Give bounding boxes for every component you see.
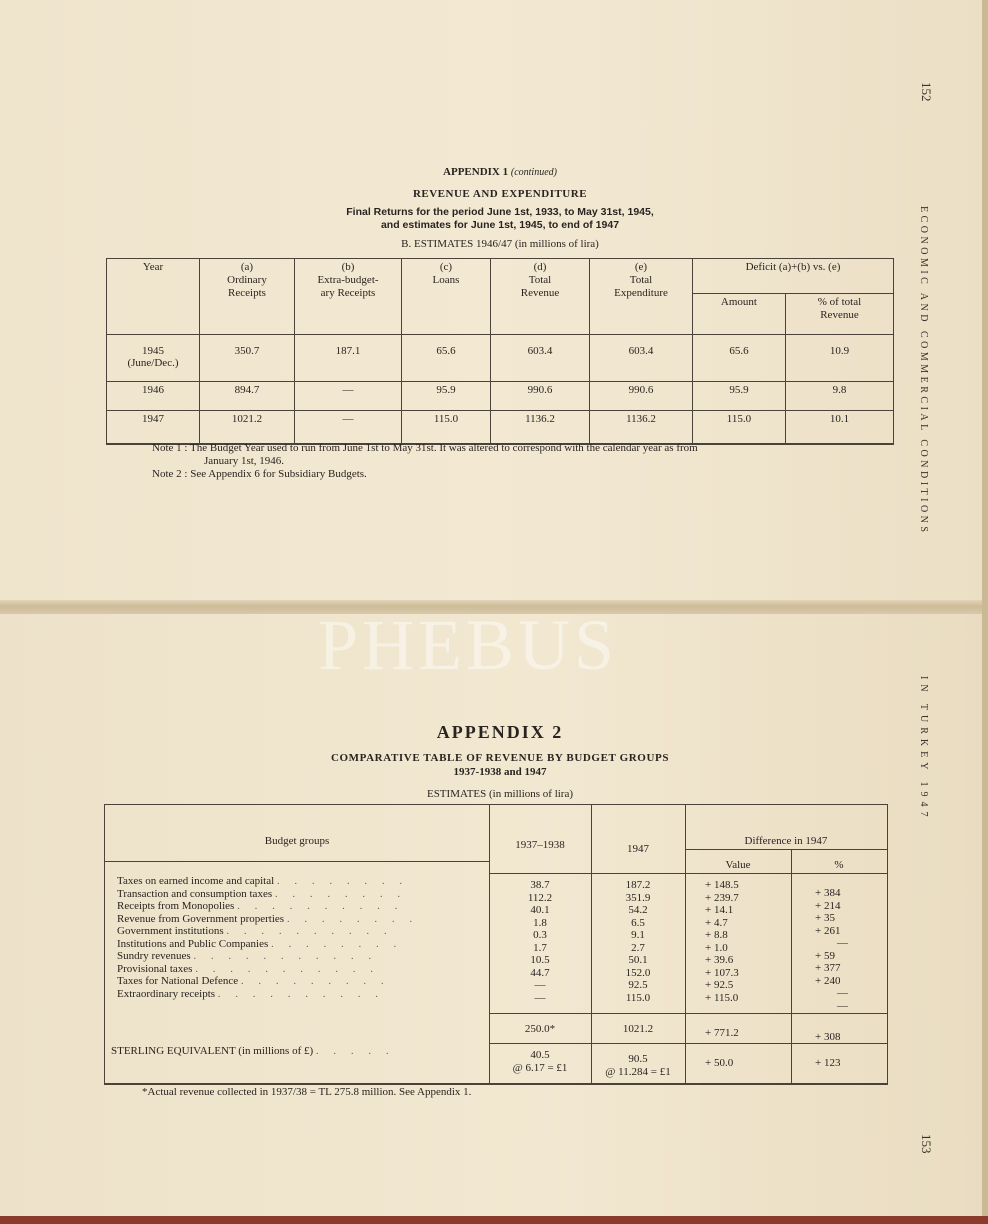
list-item: Extraordinary receipts . . . . . . . . . . — [117, 987, 385, 1000]
cell-b: — — [295, 411, 402, 445]
page-edge — [982, 0, 988, 1224]
page-number-152: 152 — [919, 82, 934, 102]
appendix-1-title: APPENDIX 1 (continued) — [443, 166, 557, 178]
list-item: Government institutions . . . . . . . . . . — [117, 925, 393, 937]
list-item: Provisional taxes . . . . . . . . . . . — [117, 962, 379, 975]
row-divider — [105, 861, 489, 862]
year-cell: 1947 — [107, 411, 200, 445]
estimates-table — [106, 258, 894, 445]
running-header-bottom: IN TURKEY 1947 — [918, 676, 929, 822]
cell-e: 1136.2 — [590, 411, 693, 445]
header-b: (b) Extra-budget- ary Receipts — [295, 259, 402, 335]
cell-a: 350.7 — [200, 335, 295, 382]
header-pct: % of total Revenue — [785, 294, 893, 335]
cell-a: 894.7 — [200, 382, 295, 411]
col-pct: + 384 + 214 + 35 + 261 — + 59 + 377 + 240 — — — [815, 887, 848, 1012]
note-1: Note 1 : The Budget Year used to run from June 1st to May 31st. It was altered to correspond with the calendar year as from — [152, 442, 698, 454]
cell-c: 115.0 — [402, 411, 491, 445]
header-e: (e) Total Expenditure — [590, 259, 693, 335]
col-1937: 38.7 112.2 40.1 1.8 0.3 1.7 10.5 44.7 — — — [527, 879, 553, 1004]
col-1947: 187.2 351.9 54.2 6.5 9.1 2.7 50.1 152.0 92.5 115.0 — [625, 879, 651, 1004]
list-item: Taxes for National Defence . . . . . . . . . — [117, 975, 390, 987]
header-value: Value — [725, 859, 751, 871]
running-header-top: ECONOMIC AND COMMERCIAL CONDITIONS — [918, 206, 929, 536]
sterling-label: STERLING EQUIVALENT (in millions of £) . . . . . — [111, 1045, 395, 1057]
appendix-1-section-title: B. ESTIMATES 1946/47 (in millions of lira) — [401, 238, 599, 250]
header-d: (d) Total Revenue — [491, 259, 590, 335]
row-divider — [489, 873, 685, 874]
note-2: Note 2 : See Appendix 6 for Subsidiary Budgets. — [152, 468, 367, 480]
list-item: Receipts from Monopolies . . . . . . . . . . — [117, 900, 404, 912]
total-value: + 771.2 — [705, 1027, 739, 1039]
total-pct: + 308 — [815, 1031, 841, 1043]
list-item: Sundry revenues . . . . . . . . . . . — [117, 950, 378, 962]
cell-amount: 95.9 — [693, 382, 786, 411]
cell-d: 1136.2 — [491, 411, 590, 445]
table-row — [107, 335, 894, 382]
book-edge — [0, 1216, 988, 1224]
cell-e: 990.6 — [590, 382, 693, 411]
cell-amount: 115.0 — [693, 411, 786, 445]
cell-amount: 65.6 — [693, 335, 786, 382]
cell-a: 1021.2 — [200, 411, 295, 445]
header-pct: % — [834, 859, 844, 871]
total-1937: 250.0* — [524, 1023, 556, 1035]
budget-groups-table — [104, 804, 888, 1085]
cell-c: 95.9 — [402, 382, 491, 411]
appendix-2-section-title: ESTIMATES (in millions of lira) — [426, 788, 574, 800]
sterling-1937: 40.5 @ 6.17 = £1 — [512, 1049, 568, 1074]
row-divider — [489, 1013, 887, 1014]
header-difference: Difference in 1947 — [744, 835, 828, 847]
column-divider — [791, 849, 792, 1083]
header-1937: 1937–1938 — [515, 839, 565, 851]
page-number-153: 153 — [919, 1134, 934, 1154]
footnote: *Actual revenue collected in 1937/38 = TL 275.8 million. See Appendix 1. — [142, 1086, 472, 1098]
appendix-2-title: APPENDIX 2 — [436, 722, 564, 742]
header-budget-groups: Budget groups — [264, 835, 330, 847]
year-cell: 1945 (June/Dec.) — [107, 335, 200, 382]
cell-c: 65.6 — [402, 335, 491, 382]
cell-pct: 10.1 — [785, 411, 893, 445]
header-c: (c) Loans — [402, 259, 491, 335]
appendix-1-heading: REVENUE AND EXPENDITURE — [412, 188, 588, 200]
table-row — [107, 382, 894, 411]
cell-pct: 9.8 — [785, 382, 893, 411]
col-value: + 148.5 + 239.7 + 14.1 + 4.7 + 8.8 + 1.0 + 39.6 + 107.3 + 92.5 + 115.0 — [705, 879, 739, 1004]
row-divider — [685, 873, 887, 874]
list-item: Revenue from Government properties . . . . . . . . — [117, 912, 419, 925]
table-row — [107, 411, 894, 445]
note-1-continued: January 1st, 1946. — [204, 455, 285, 467]
sterling-value: + 50.0 — [705, 1057, 734, 1069]
appendix-2-heading: COMPARATIVE TABLE OF REVENUE BY BUDGET GROUPS — [330, 752, 670, 764]
cell-b: — — [295, 382, 402, 411]
appendix-2-subheading: 1937-1938 and 1947 — [453, 766, 547, 778]
header-deficit: Deficit (a)+(b) vs. (e) — [693, 259, 894, 294]
header-year: Year — [107, 259, 200, 335]
total-1947: 1021.2 — [622, 1023, 654, 1035]
cell-d: 603.4 — [491, 335, 590, 382]
list-item: Transaction and consumption taxes . . . . . . . . — [117, 887, 407, 900]
sterling-pct: + 123 — [815, 1057, 841, 1069]
cell-d: 990.6 — [491, 382, 590, 411]
year-cell: 1946 — [107, 382, 200, 411]
header-1947: 1947 — [627, 843, 649, 855]
appendix-1-subheading-1: Final Returns for the period June 1st, 1933, to May 31st, 1945, — [346, 206, 654, 218]
row-divider — [685, 849, 887, 850]
cell-e: 603.4 — [590, 335, 693, 382]
list-item: Taxes on earned income and capital . . . . . . . . — [117, 875, 409, 887]
header-amount: Amount — [693, 294, 786, 335]
appendix-1-subheading-2: and estimates for June 1st, 1945, to end of 1947 — [380, 219, 620, 231]
cell-b: 187.1 — [295, 335, 402, 382]
sterling-1947: 90.5 @ 11.284 = £1 — [605, 1053, 671, 1078]
budget-group-list — [117, 875, 487, 1000]
header-a: (a) Ordinary Receipts — [200, 259, 295, 335]
cell-pct: 10.9 — [785, 335, 893, 382]
list-item: Institutions and Public Companies . . . . . . . . — [117, 937, 403, 950]
watermark: PHEBUS — [318, 605, 619, 685]
